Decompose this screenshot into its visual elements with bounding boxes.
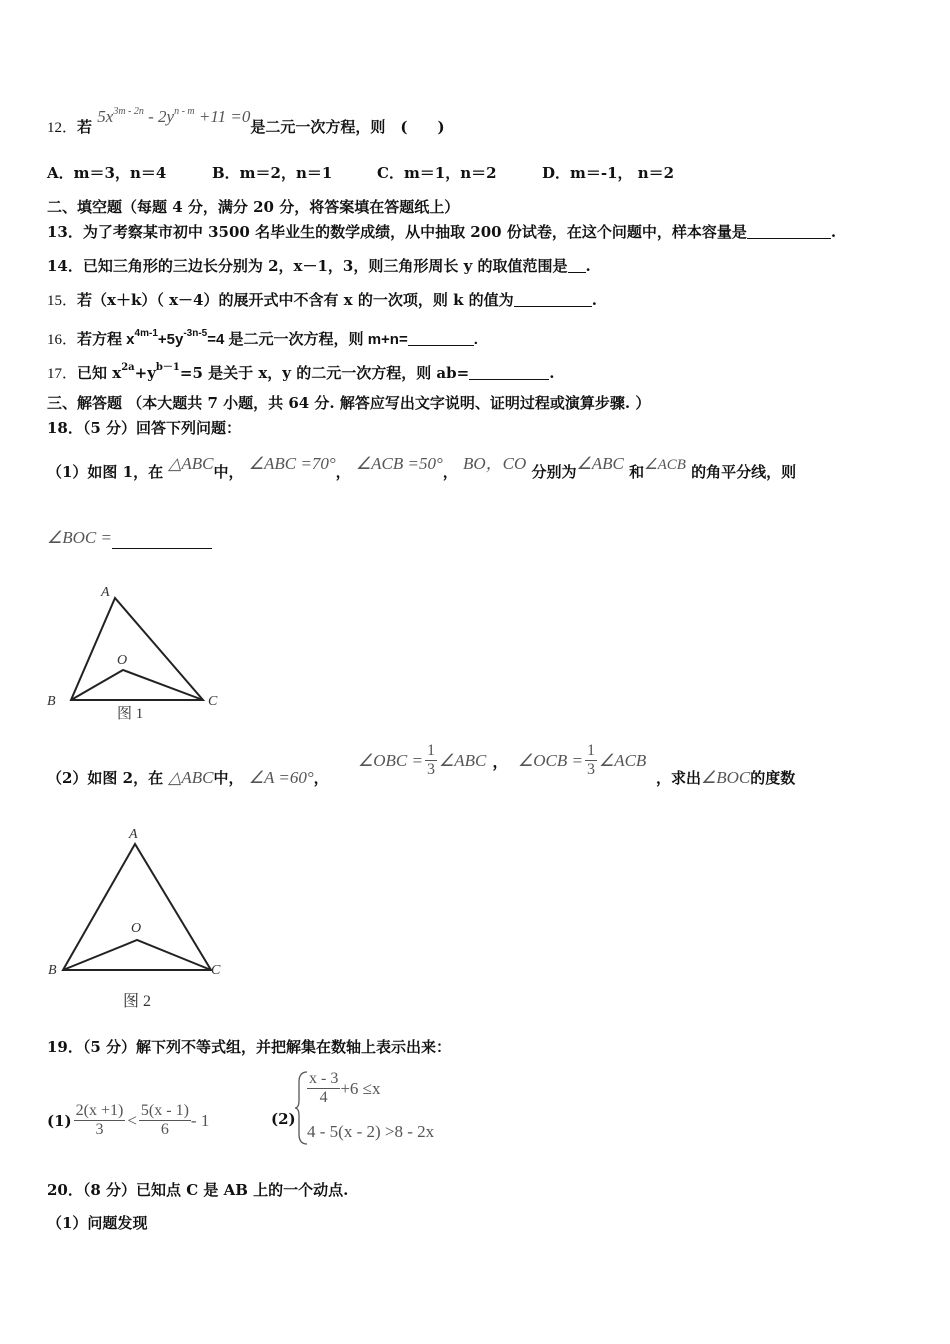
q18-ocb-expr: ∠OCB = $\frac{1}{3}$ ∠ACB [518,742,647,778]
fig1-label-o: O [117,653,128,668]
fig1-triangle [71,598,203,700]
section-3-heading: 三、解答题 （本大题共 7 小题，共 64 分. 解答应写出文字说明、证明过程或演算步骤. ） [47,394,651,412]
question-18-head: 18．（5 分）回答下列问题： [47,419,242,437]
fig2-label-c: C [211,963,221,978]
fig1-bisectors [71,670,203,700]
q12-equation: $5x^{3m - 2n} - 2y^{n - m} +11 =0$ [97,106,251,126]
q20-part1: （1）问题发现 [47,1214,148,1232]
question-13: 13．为了考察某市初中 3500 名毕业生的数学成绩，从中抽取 200 份试卷，在这个问题中，样本容量是 . [47,223,837,241]
question-15: 15．若（x＋k）（ x－4）的展开式中不含有 x 的一次项，则 k 的值为 . [47,291,597,309]
option-b: B．m＝2，n＝1 [212,164,333,182]
question-17: 17．已知 $x^{2a}+y^{b-1}=5$ 是关于 x，y 的二元一次方程，则 ab= . [47,362,555,382]
question-19-head: 19．（5 分）解下列不等式组，并把解集在数轴上表示出来： [47,1038,452,1056]
figure-1 [43,582,233,722]
q19-part2: (2) $\frac{x - 3}{4}$ +6 ≤x 4 - 5(x - 2) >8 - 2x [271,1070,491,1150]
fig2-label-b: B [48,963,57,978]
option-d: D．m＝-1， n＝2 [542,164,675,182]
question-20-head: 20．（8 分）已知点 C 是 AB 上的一个动点. [47,1181,349,1199]
q18-part1: （1）如图 1，在 △ABC中， ∠ABC =70°， ∠ACB =50°， BO，CO 分别为∠ABC 和∠ACB 的角平分线，则 [47,454,797,481]
fig1-label-a: A [101,585,110,600]
section-2-heading: 二、填空题（每题 4 分，满分 20 分，将答案填在答题纸上） [47,198,460,216]
question-16: 16．若方程 $x^{4m-1}+5y^{-3n-5}=4$ 是二元一次方程，则 m+n= . [47,328,478,348]
fig2-label-o: O [131,921,142,936]
q19-part1: (1) $\frac{2(x +1)}{3}$ < $\frac{5(x - 1)}{6}$ - 1 [47,1102,210,1138]
fig1-caption: 图 1 [117,706,144,722]
fig2-label-a: A [129,827,138,842]
q18-obc-expr: ∠OBC = $\frac{1}{3}$ ∠ABC ， [358,742,509,778]
fig1-label-c: C [208,694,218,709]
option-c: C．m＝1，n＝2 [377,164,497,182]
question-12: 12．若 $5x^{3m - 2n} - 2y^{n - m} +11 =0$是二元一次方程，则 ( ) [47,106,445,136]
option-a: A．m＝3，n＝4 [47,164,167,182]
fig1-label-b: B [47,694,56,709]
q18-part1-answer: ∠BOC = [47,524,212,549]
fig2-caption: 图 2 [123,993,152,1010]
fig2-bisectors [63,940,211,970]
figure-2 [43,822,243,1012]
q18-part2-tail: ，求出∠BOC的度数 [656,768,796,787]
question-14: 14．已知三角形的三边长分别为 2，x－1，3，则三角形周长 y 的取值范围是 . [47,257,591,275]
fig2-triangle [63,844,211,970]
q18-part2: （2）如图 2，在 △ABC中， ∠A =60°， [47,768,329,787]
